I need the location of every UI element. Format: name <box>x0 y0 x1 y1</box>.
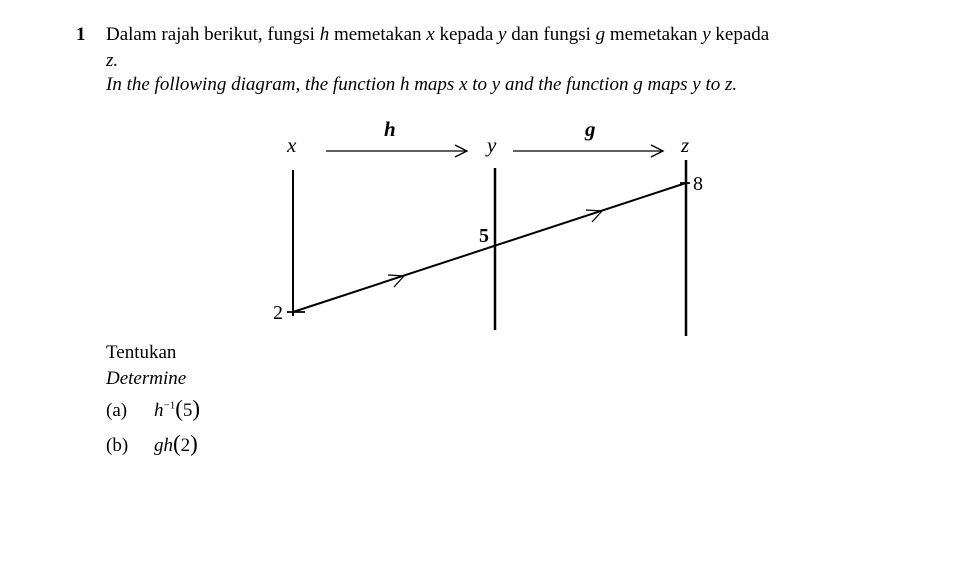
label-g: g <box>585 117 596 141</box>
value-y: 5 <box>479 225 489 247</box>
label-y: y <box>487 133 497 157</box>
instruction-english: Determine <box>106 368 187 389</box>
question-text-malay-cont: z. <box>106 50 119 71</box>
label-x: x <box>287 133 297 157</box>
label-h: h <box>384 117 396 141</box>
part-a-expression: $h^{-1}(5)$ <box>154 396 201 421</box>
part-b <box>106 431 198 457</box>
instruction-malay: Tentukan <box>106 342 177 363</box>
value-z: 8 <box>693 173 703 195</box>
mapping-line <box>293 183 686 312</box>
label-z: z <box>681 133 690 157</box>
question-text-english: In the following diagram, the function h maps x to y and the function g maps y to z. <box>106 74 738 95</box>
part-b-label: (b) <box>106 435 129 456</box>
question-number: 1 <box>76 24 86 45</box>
part-a <box>106 396 200 422</box>
part-b-expression: gh(2) <box>154 431 198 456</box>
value-x: 2 <box>273 302 283 324</box>
question-text-malay: Dalam rajah berikut, fungsi h memetakan x kepada y dan fungsi g memetakan y kepada <box>106 24 770 45</box>
part-a-label: (a) <box>106 400 128 421</box>
